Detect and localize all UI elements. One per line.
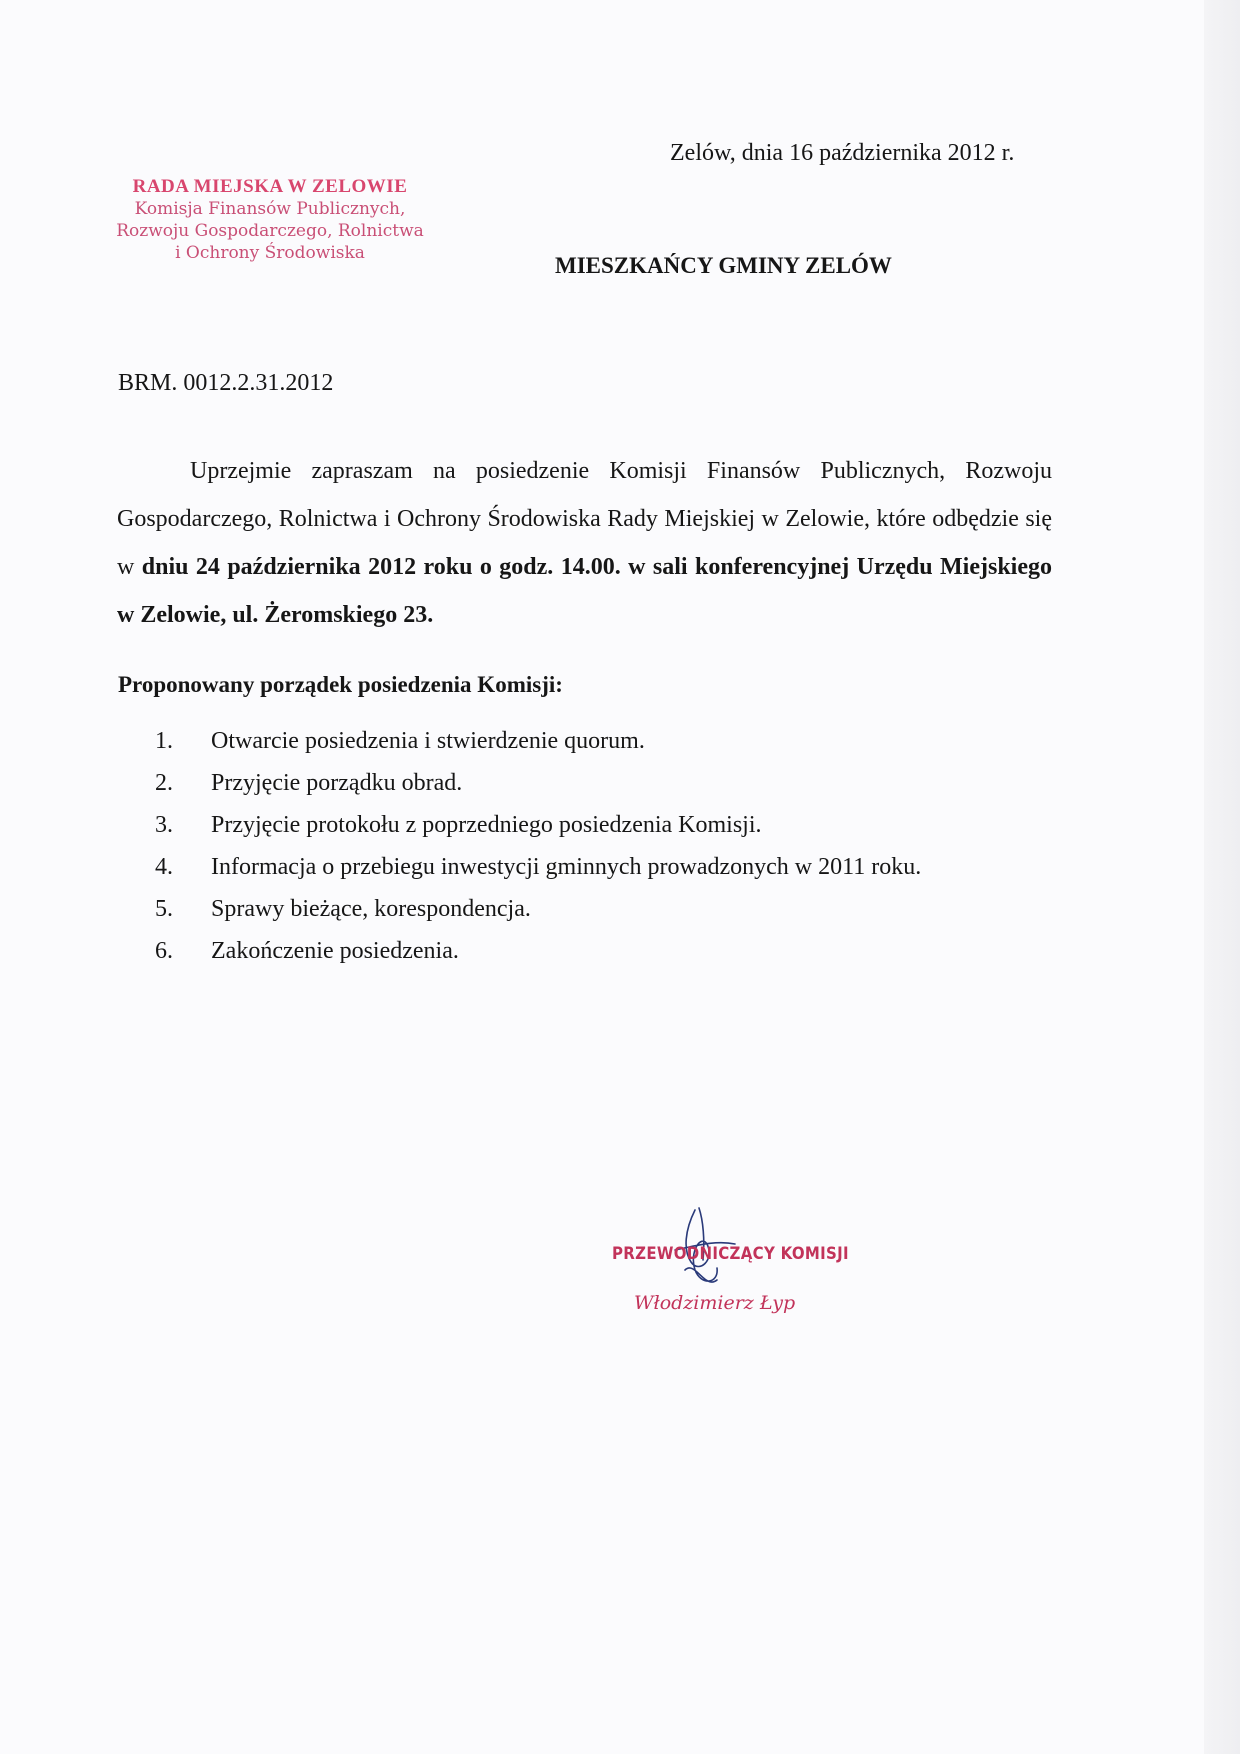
agenda-item-text: Sprawy bieżące, korespondencja. [211,896,531,922]
agenda-item [155,807,921,849]
stamp-line: Rozwoju Gospodarczego, Rolnictwa [116,221,424,241]
agenda-item-number: 5. [155,896,173,922]
meeting-details: dniu 24 października 2012 roku o godz. 14.00. w sali konferencyjnej Urzędu Miejskiego w Zelowie, ul. Żeromskiego 23. [117,554,1052,628]
signature-block [600,1200,860,1330]
agenda-heading: Proponowany porządek posiedzenia Komisji: [118,672,563,697]
agenda-item [155,849,921,891]
stamp-line: Komisja Finansów Publicznych, [134,199,406,219]
stamp-line: i Ochrony Środowiska [175,243,365,263]
agenda-item-number: 2. [155,770,173,796]
signature-stamp-name: Włodzimierz Łyp [634,1292,796,1314]
agenda-item-number: 1. [155,728,173,754]
agenda-item-text: Otwarcie posiedzenia i stwierdzenie quorum. [211,728,645,754]
agenda-item [155,723,921,765]
agenda-item-number: 3. [155,812,173,838]
invitation-paragraph [117,447,1052,639]
recipient-heading: MIESZKAŃCY GMINY ZELÓW [555,253,892,278]
agenda-item-text: Zakończenie posiedzenia. [211,938,459,964]
stamp-title: RADA MIEJSKA W ZELOWIE [132,176,408,197]
date-line: Zelów, dnia 16 października 2012 r. [670,140,1015,166]
scan-edge [1204,0,1240,1754]
agenda-item-number: 4. [155,854,173,880]
agenda-item-text: Przyjęcie porządku obrad. [211,770,463,796]
invitation-intro: Uprzejmie zapraszam na posiedzenie Komisji Finansów Publicznych, Rozwoju Gospodarczego, Rolnictwa i Ochrony Środowiska Rady Miejskiej w Zelowie, które odbędzie się w [117,458,1052,580]
agenda-item-number: 6. [155,938,173,964]
agenda-item [155,933,921,975]
agenda-item [155,891,921,933]
agenda-item [155,765,921,807]
council-stamp [95,176,445,264]
signature-stamp-title: PRZEWODNICZĄCY KOMISJI [612,1242,849,1264]
agenda-list [155,723,921,975]
agenda-item-text: Przyjęcie protokołu z poprzedniego posiedzenia Komisji. [211,812,762,838]
agenda-item-text: Informacja o przebiegu inwestycji gminnych prowadzonych w 2011 roku. [211,854,922,880]
reference-number: BRM. 0012.2.31.2012 [118,370,334,396]
